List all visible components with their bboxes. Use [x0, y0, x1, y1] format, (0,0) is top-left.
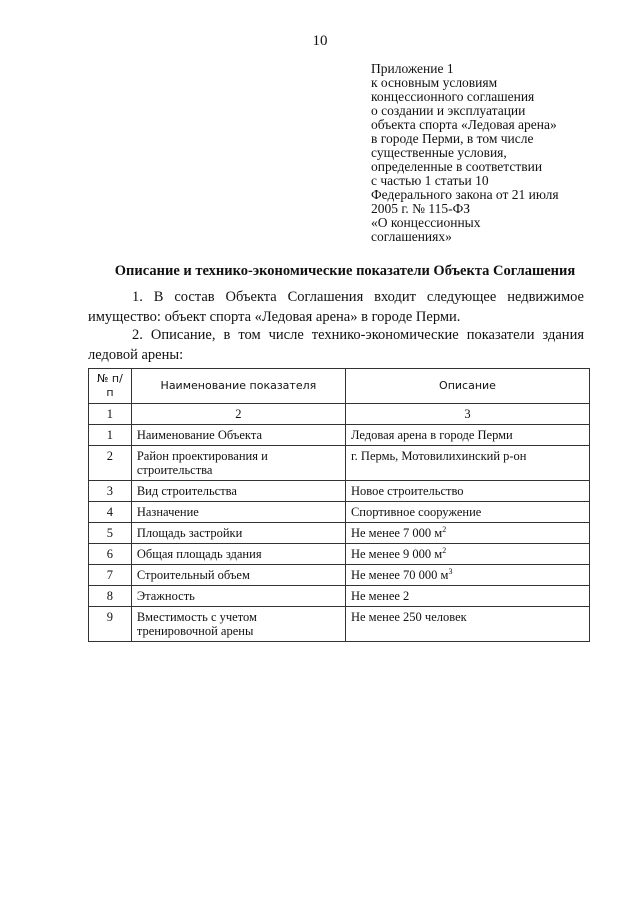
paragraph-2: 2. Описание, в том числе технико-экономические показатели здания ледовой арены: [88, 327, 584, 363]
header-number: № п/п [89, 369, 132, 404]
table-row [89, 607, 590, 642]
table-row [89, 523, 590, 544]
row-description: Не менее 70 000 $м^3$ [345, 565, 589, 586]
appendix-line: с частью 1 статьи 10 [371, 173, 489, 188]
section-title: Описание и технико-экономические показатели Объекта Соглашения [114, 263, 576, 279]
row-indicator: Площадь застройки [131, 523, 345, 544]
row-number: 7 [89, 565, 132, 586]
row-description: г. Пермь, Мотовилихинский р-он [345, 446, 589, 481]
index-cell: 2 [131, 404, 345, 425]
table-body [89, 425, 590, 642]
appendix-line: 2005 г. № 115-ФЗ [371, 201, 471, 216]
appendix-line: в городе Перми, в том числе [371, 131, 534, 146]
index-cell: 3 [345, 404, 589, 425]
appendix-line: «О концессионных [371, 215, 481, 230]
table-row [89, 425, 590, 446]
row-indicator: Этажность [131, 586, 345, 607]
appendix-line: соглашениях» [371, 229, 452, 244]
table-row [89, 586, 590, 607]
row-indicator: Вид строительства [131, 481, 345, 502]
row-indicator: Назначение [131, 502, 345, 523]
appendix-line: Федерального закона от 21 июля [371, 187, 559, 202]
row-description: Не менее 7 000 $м^2$ [345, 523, 589, 544]
row-description: Не менее 9 000 $м^2$ [345, 544, 589, 565]
table-row [89, 544, 590, 565]
page-number: 10 [312, 33, 328, 49]
table-index-row [89, 404, 590, 425]
table-row [89, 502, 590, 523]
unit-exponent: 2 [442, 524, 447, 534]
header-description: Описание [345, 369, 589, 404]
row-number: 6 [89, 544, 132, 565]
appendix-line: определенные в соответствии [371, 159, 543, 174]
table-row [89, 446, 590, 481]
row-indicator: Наименование Объекта [131, 425, 345, 446]
appendix-line: объекта спорта «Ледовая арена» [371, 117, 557, 132]
table-header-row [89, 369, 590, 404]
index-cell: 1 [89, 404, 132, 425]
row-number: 9 [89, 607, 132, 642]
appendix-line: о создании и эксплуатации [371, 103, 526, 118]
row-number: 1 [89, 425, 132, 446]
row-number: 3 [89, 481, 132, 502]
row-description: Ледовая арена в городе Перми [345, 425, 589, 446]
header-indicator: Наименование показателя [131, 369, 345, 404]
appendix-line: к основным условиям [371, 75, 498, 90]
row-number: 8 [89, 586, 132, 607]
row-description: Новое строительство [345, 481, 589, 502]
row-number: 4 [89, 502, 132, 523]
appendix-line: концессионного соглашения [371, 89, 535, 104]
table-row [89, 481, 590, 502]
row-description: Спортивное сооружение [345, 502, 589, 523]
table-row [89, 565, 590, 586]
unit-exponent: 3 [448, 566, 453, 576]
appendix-block [371, 62, 611, 244]
unit-exponent: 2 [442, 545, 447, 555]
row-indicator: Район проектирования и строительства [131, 446, 345, 481]
row-number: 2 [89, 446, 132, 481]
specs-table [88, 368, 590, 642]
row-indicator: Вместимость с учетом тренировочной арены [131, 607, 345, 642]
row-description: Не менее 2 [345, 586, 589, 607]
row-number: 5 [89, 523, 132, 544]
appendix-line: Приложение 1 [371, 61, 454, 76]
paragraph-1: 1. В состав Объекта Соглашения входит следующее недвижимое имущество: объект спорта «Ледовая арена» в городе Перми. [88, 289, 584, 325]
row-indicator: Строительный объем [131, 565, 345, 586]
row-description: Не менее 250 человек [345, 607, 589, 642]
appendix-line: существенные условия, [371, 145, 507, 160]
row-indicator: Общая площадь здания [131, 544, 345, 565]
